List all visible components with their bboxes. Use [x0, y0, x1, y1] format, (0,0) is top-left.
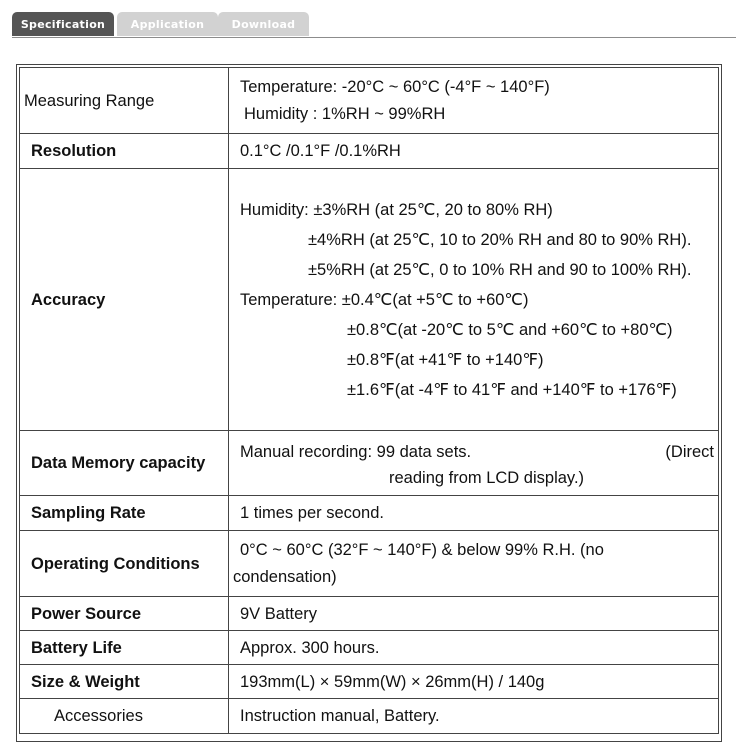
accessories-label: Accessories [20, 699, 229, 734]
measuring-range-temperature: Temperature: -20°C ~ 60°C (-4°F ~ 140°F) [240, 77, 550, 96]
measuring-range-humidity: Humidity : 1%RH ~ 99%RH [244, 104, 446, 123]
tab-download[interactable]: Download [218, 12, 309, 36]
tab-bar [12, 12, 736, 38]
accessories-value: Instruction manual, Battery. [229, 699, 719, 734]
operating-conditions-line2: condensation) [233, 567, 337, 586]
size-weight-value: 193mm(L) × 59mm(W) × 26mm(H) / 140g [229, 665, 719, 699]
table-row [20, 597, 719, 631]
data-memory-value [229, 431, 719, 496]
battery-life-label: Battery Life [20, 631, 229, 665]
accuracy-label: Accuracy [20, 169, 229, 431]
data-memory-line2: reading from LCD display.) [389, 469, 585, 487]
table-row [20, 169, 719, 431]
accuracy-temperature-line: ±1.6℉(at -4℉ to 41℉ and +140℉ to +176℉) [347, 380, 677, 399]
size-weight-label: Size & Weight [20, 665, 229, 699]
operating-conditions-label: Operating Conditions [20, 531, 229, 597]
accuracy-value [229, 169, 719, 431]
accuracy-temperature-line: ±0.8℉(at +41℉ to +140℉) [347, 350, 544, 369]
battery-life-value: Approx. 300 hours. [229, 631, 719, 665]
tab-application[interactable]: Application [117, 12, 218, 36]
resolution-value: 0.1°C /0.1°F /0.1%RH [229, 134, 719, 169]
data-memory-label: Data Memory capacity [20, 431, 229, 496]
power-source-value: 9V Battery [229, 597, 719, 631]
table-row [20, 68, 719, 134]
operating-conditions-value [229, 531, 719, 597]
sampling-rate-label: Sampling Rate [20, 496, 229, 531]
table-row [20, 496, 719, 531]
table-row [20, 631, 719, 665]
table-row [20, 134, 719, 169]
resolution-label: Resolution [20, 134, 229, 169]
table-row [20, 699, 719, 734]
accuracy-humidity-line: ±5%RH (at 25℃, 0 to 10% RH and 90 to 100% RH). [308, 260, 692, 279]
specification-table [19, 67, 719, 734]
table-row [20, 665, 719, 699]
operating-conditions-line1: 0°C ~ 60°C (32°F ~ 140°F) & below 99% R.H. (no [240, 540, 604, 559]
table-row [20, 531, 719, 597]
table-row [20, 431, 719, 496]
accuracy-temperature-line: ±0.8℃(at -20℃ to 5℃ and +60℃ to +80℃) [347, 320, 673, 339]
accuracy-temperature-line: Temperature: ±0.4℃(at +5℃ to +60℃) [240, 290, 529, 309]
accuracy-humidity-line: Humidity: ±3%RH (at 25℃, 20 to 80% RH) [240, 200, 553, 219]
power-source-label: Power Source [20, 597, 229, 631]
accuracy-humidity-line: ±4%RH (at 25℃, 10 to 20% RH and 80 to 90% RH). [308, 230, 692, 249]
sampling-rate-value: 1 times per second. [229, 496, 719, 531]
measuring-range-label: Measuring Range [20, 68, 229, 134]
measuring-range-value [229, 68, 719, 134]
tab-specification[interactable]: Specification [12, 12, 114, 36]
data-memory-line1: Manual recording: 99 data sets. [240, 443, 472, 461]
data-memory-line1-right: (Direct [665, 443, 714, 461]
